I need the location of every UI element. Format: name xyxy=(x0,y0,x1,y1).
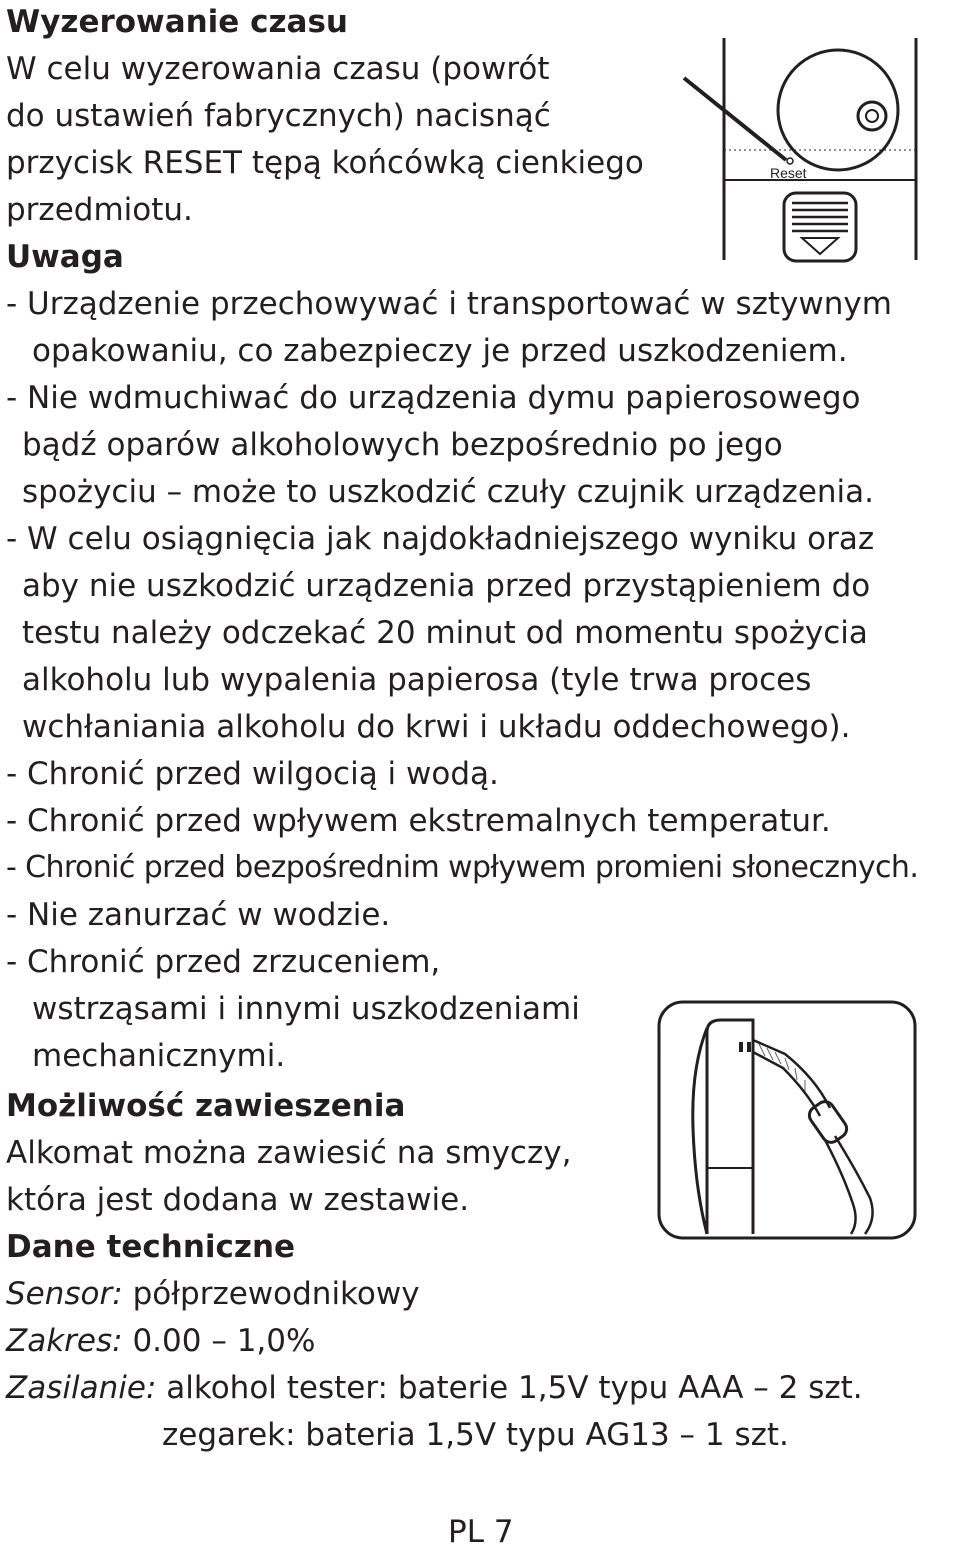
warning-line-2: opakowaniu, co zabezpieczy je przed uszkodzeniem. xyxy=(32,333,848,369)
spec-range xyxy=(6,1321,315,1361)
spec-sensor-value: półprzewodnikowy xyxy=(122,1276,420,1312)
lanyard-device-illustration xyxy=(655,998,920,1243)
specs-heading: Dane techniczne xyxy=(6,1229,296,1265)
spec-power-value-1: alkohol tester: baterie 1,5V typu AAA – 2 szt. xyxy=(156,1370,863,1406)
warning-line-12: - Chronić przed wpływem ekstremalnych temperatur. xyxy=(6,803,831,839)
warning-line-16: wstrząsami i innymi uszkodzeniami xyxy=(32,991,580,1027)
reset-text-line-3: przycisk RESET tępą końcówką cienkiego xyxy=(6,145,644,181)
reset-device-illustration xyxy=(680,30,940,270)
warning-line-13: - Chronić przed bezpośrednim wpływem promieni słonecznych. xyxy=(6,850,919,885)
hanging-line-2: która jest dodana w zestawie. xyxy=(6,1182,470,1218)
hanging-heading: Możliwość zawieszenia xyxy=(6,1088,406,1124)
reset-label: Reset xyxy=(770,165,807,181)
spec-range-value: 0.00 – 1,0% xyxy=(122,1323,316,1359)
warning-line-14: - Nie zanurzać w wodzie. xyxy=(6,897,391,933)
reset-text-line-2: do ustawień fabrycznych) nacisnąć xyxy=(6,98,551,134)
warning-line-4: bądź oparów alkoholowych bezpośrednio po jego xyxy=(22,427,783,463)
spec-sensor-label: Sensor: xyxy=(6,1276,123,1312)
spec-power xyxy=(6,1368,863,1408)
reset-heading: Wyzerowanie czasu xyxy=(6,4,348,40)
warning-line-6: - W celu osiągnięcia jak najdokładniejszego wyniku oraz xyxy=(6,521,875,557)
warning-line-8: testu należy odczekać 20 minut od momentu spożycia xyxy=(22,615,868,651)
warning-line-17: mechanicznymi. xyxy=(32,1038,286,1074)
warning-line-9: alkoholu lub wypalenia papierosa (tyle trwa proces xyxy=(22,662,812,698)
warning-line-10: wchłaniania alkoholu do krwi i układu oddechowego). xyxy=(22,709,851,745)
hanging-line-1: Alkomat można zawiesić na smyczy, xyxy=(6,1135,572,1171)
warning-heading: Uwaga xyxy=(6,239,124,275)
warning-line-1: - Urządzenie przechowywać i transportować w sztywnym xyxy=(6,286,892,322)
warning-line-3: - Nie wdmuchiwać do urządzenia dymu papierosowego xyxy=(6,380,861,416)
page-number: PL 7 xyxy=(448,1514,514,1550)
spec-range-label: Zakres: xyxy=(6,1323,123,1359)
spec-sensor xyxy=(6,1274,420,1314)
spec-power-value-2: zegarek: bateria 1,5V typu AG13 – 1 szt. xyxy=(162,1417,789,1453)
reset-text-line-1: W celu wyzerowania czasu (powrót xyxy=(6,51,550,87)
reset-text-line-4: przedmiotu. xyxy=(6,192,193,228)
warning-line-15: - Chronić przed zrzuceniem, xyxy=(6,944,441,980)
warning-line-5: spożyciu – może to uszkodzić czuły czujnik urządzenia. xyxy=(22,474,875,510)
warning-line-7: aby nie uszkodzić urządzenia przed przystąpieniem do xyxy=(22,568,871,604)
spec-power-label: Zasilanie: xyxy=(6,1370,157,1406)
warning-line-11: - Chronić przed wilgocią i wodą. xyxy=(6,756,499,792)
